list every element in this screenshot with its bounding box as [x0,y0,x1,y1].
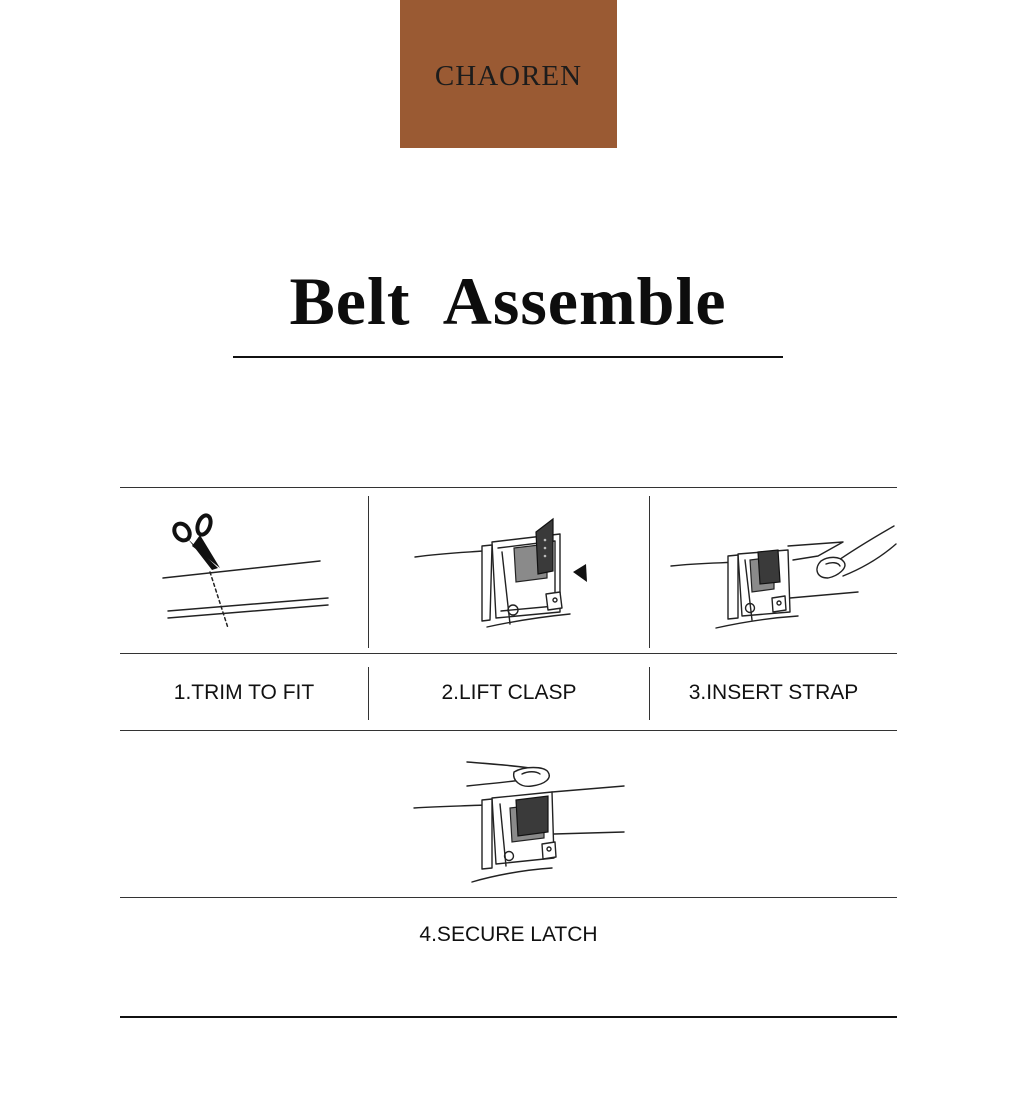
column-divider [368,496,369,648]
grid-image-label-divider [120,653,897,654]
grid-top-divider [120,487,897,488]
step-4-label: 4.SECURE LATCH [419,923,598,946]
column-divider [649,496,650,648]
scissors-trim-icon [160,510,340,635]
step-2-label: 2.LIFT CLASP [441,681,577,704]
buckle-insert-strap-icon [668,516,900,636]
page-title: Belt Assemble [289,263,727,339]
brand-logo [400,0,617,148]
buckle-secure-latch-icon [412,756,634,888]
step-1-label: 1.TRIM TO FIT [173,681,315,704]
brand-name: CHAOREN [434,59,583,92]
buckle-lift-clasp-icon [410,512,600,637]
grid-step4-divider [120,897,897,898]
grid-row-divider [120,730,897,731]
title-underline [233,356,783,358]
grid-bottom-divider [120,1016,897,1018]
step-3-label: 3.INSERT STRAP [688,681,859,704]
